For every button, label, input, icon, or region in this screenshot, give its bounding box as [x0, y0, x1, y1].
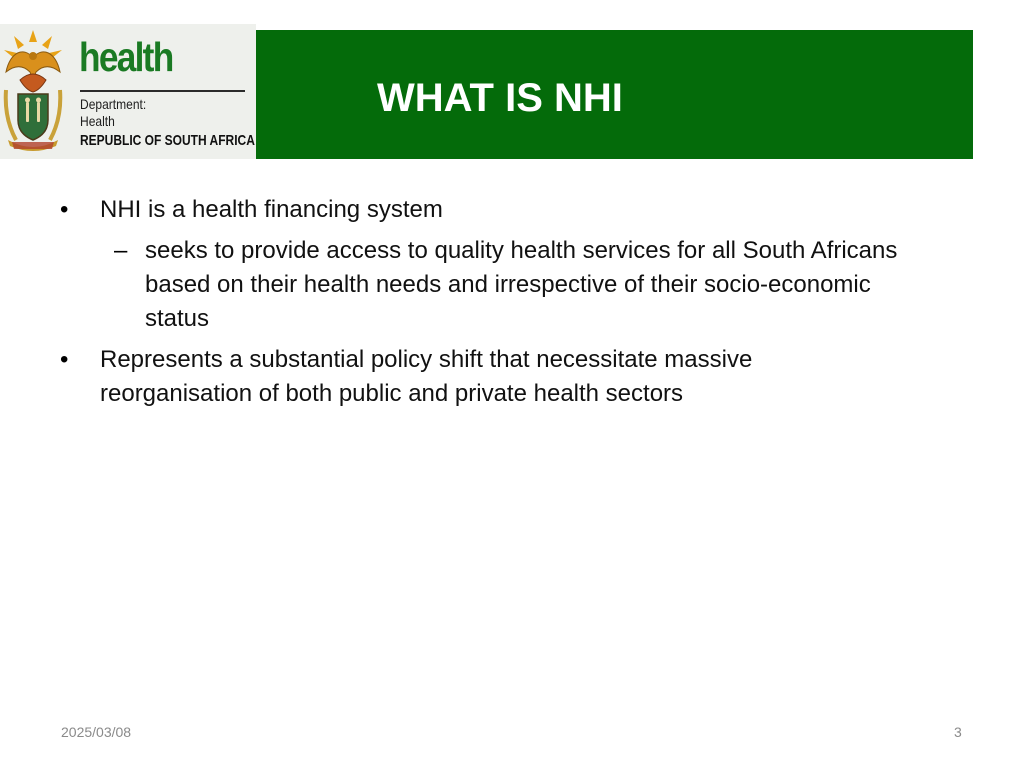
slide-title: WHAT IS NHI	[377, 76, 623, 120]
sub-bullet-line-3: status	[145, 305, 210, 332]
sub-bullet-marker: –	[114, 237, 128, 264]
logo-dept-line-2: Health	[80, 113, 115, 129]
logo-department-text	[80, 96, 146, 130]
logo-wordmark: health	[79, 34, 173, 80]
logo-dept-line-1: Department:	[80, 96, 147, 112]
sub-bullet-line-2: based on their health needs and irrespective of their socio-economic	[145, 271, 871, 298]
bullet-marker: •	[60, 346, 69, 373]
department-of-health-logo	[0, 24, 256, 159]
bullet-item-2-line-1: Represents a substantial policy shift that necessitate massive	[100, 346, 753, 373]
bullet-item-2-line-2: reorganisation of both public and private health sectors	[100, 380, 684, 407]
bullet-marker: •	[60, 196, 69, 223]
footer-date: 2025/03/08	[61, 724, 132, 740]
slide-number: 3	[954, 724, 962, 740]
title-banner	[256, 30, 973, 159]
coat-of-arms-icon	[0, 28, 66, 156]
logo-divider	[80, 90, 245, 92]
sub-bullet-line-1: seeks to provide access to quality health services for all South Africans	[145, 237, 898, 264]
bullet-item-1: NHI is a health financing system	[100, 196, 443, 223]
logo-country-text: REPUBLIC OF SOUTH AFRICA	[80, 132, 255, 149]
